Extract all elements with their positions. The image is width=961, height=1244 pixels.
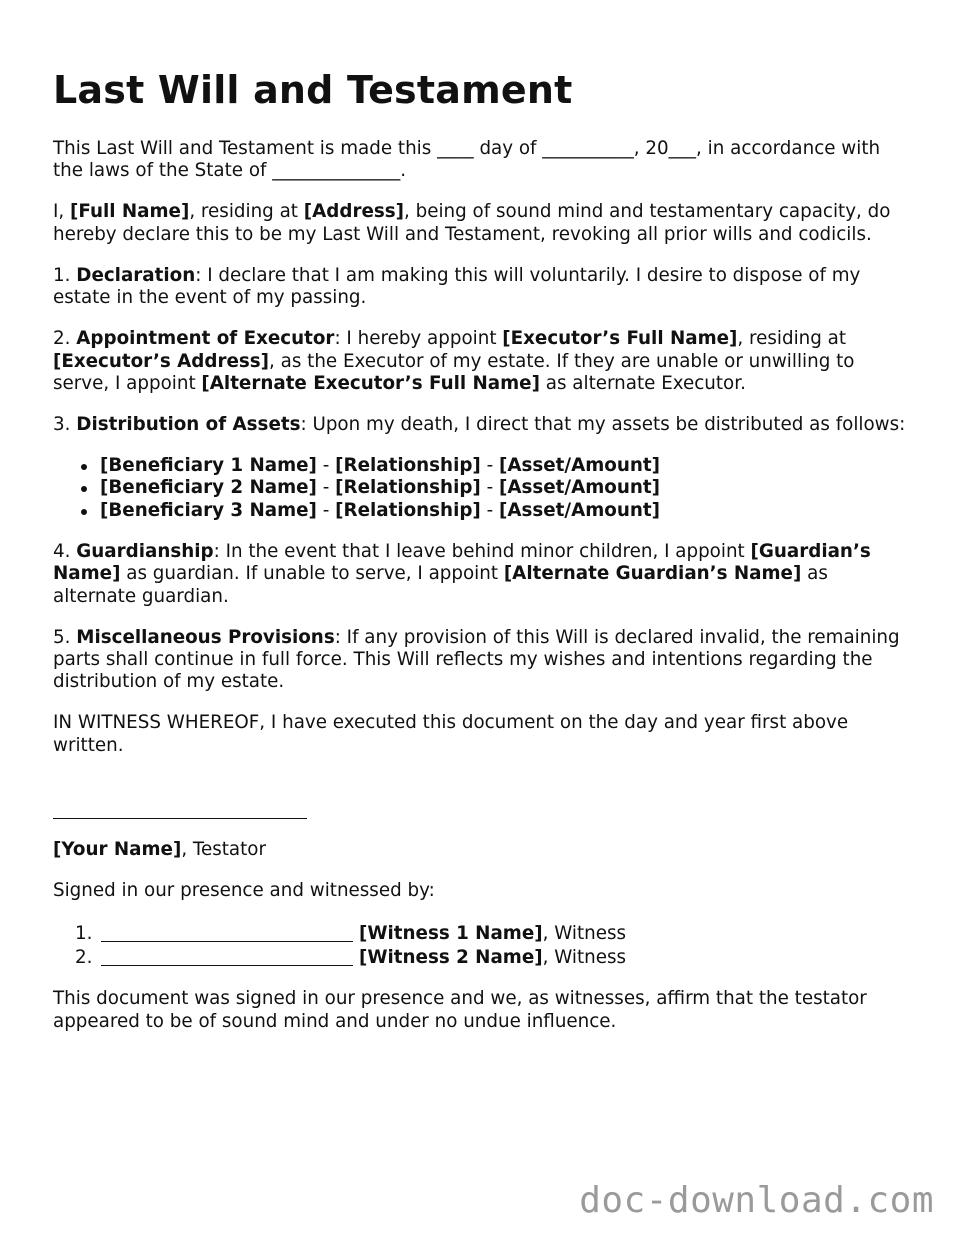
section-text: as alternate guardian. [53, 563, 828, 607]
separator: - [316, 455, 336, 477]
section-distribution [53, 414, 913, 436]
witness-list [53, 921, 913, 970]
witness-intro: Signed in our presence and witnessed by: [53, 879, 435, 901]
beneficiary-asset: [Asset/Amount] [499, 477, 660, 499]
witness-role: , Witness [542, 922, 627, 944]
testator-role: , Testator [181, 838, 267, 860]
section-text: as alternate Executor. [539, 373, 746, 395]
list-item [75, 945, 913, 969]
executor-name-placeholder: [Executor’s Full Name] [502, 328, 738, 350]
beneficiary-list [53, 455, 913, 522]
separator: - [480, 455, 500, 477]
witness-signature-line [101, 924, 353, 942]
section-number: 4. [53, 540, 77, 562]
list-item [75, 455, 913, 477]
list-item [75, 921, 913, 945]
beneficiary-asset: [Asset/Amount] [499, 499, 660, 521]
separator: - [480, 499, 500, 521]
section-text: : I declare that I am making this will voluntarily. I desire to dispose of my estate in the event of my passing. [53, 264, 861, 309]
section-number: 1. [53, 264, 77, 286]
full-name-placeholder: [Full Name] [70, 201, 190, 223]
address-placeholder: [Address] [303, 201, 404, 223]
section-declaration [53, 265, 913, 310]
testator-signature-line [53, 798, 307, 819]
section-executor [53, 328, 913, 395]
testator-name-placeholder: [Your Name] [53, 838, 182, 860]
separator: - [316, 477, 336, 499]
document-page [53, 66, 913, 1052]
section-text: : Upon my death, I direct that my assets be distributed as follows: [300, 414, 906, 436]
section-text: : If any provision of this Will is declared invalid, the remaining parts shall continue in full force. This Will reflects my wishes and intentions regarding the distribution of my estate. [53, 626, 900, 693]
declaration-pre: I, [53, 201, 71, 223]
section-heading: Guardianship [76, 540, 214, 562]
witness-name-placeholder: [Witness 1 Name] [359, 922, 543, 944]
intro-paragraph: This Last Will and Testament is made this ____ day of __________, 20___, in accordance with the laws of the State of ______________. [53, 138, 881, 182]
witness-name-placeholder: [Witness 2 Name] [359, 947, 543, 969]
declaration-post: , being of sound mind and testamentary capacity, do hereby declare this to be my Last Will and Testament, revoking all prior wills and codicils. [53, 201, 891, 245]
witness-role: , Witness [542, 947, 627, 969]
section-text: : I hereby appoint [334, 328, 503, 350]
list-item [75, 477, 913, 499]
witness-signature-line [101, 948, 353, 966]
section-text: as guardian. If unable to serve, I appoint [120, 563, 504, 585]
section-text: : In the event that I leave behind minor children, I appoint [213, 540, 751, 562]
section-text: , residing at [737, 328, 847, 350]
beneficiary-relationship: [Relationship] [335, 455, 481, 477]
section-heading: Appointment of Executor [76, 328, 335, 350]
beneficiary-name: [Beneficiary 2 Name] [100, 477, 317, 499]
witness-statement: IN WITNESS WHEREOF, I have executed this document on the day and year first above written. [53, 712, 849, 756]
beneficiary-relationship: [Relationship] [335, 477, 481, 499]
document-title: Last Will and Testament [53, 68, 573, 112]
list-item [75, 500, 913, 522]
section-number: 5. [53, 626, 77, 648]
beneficiary-asset: [Asset/Amount] [499, 455, 660, 477]
witness-number: 2. [75, 947, 93, 969]
declaration-mid: , residing at [189, 201, 304, 223]
separator: - [316, 499, 336, 521]
alt-executor-placeholder: [Alternate Executor’s Full Name] [201, 373, 540, 395]
separator: - [480, 477, 500, 499]
beneficiary-name: [Beneficiary 1 Name] [100, 455, 317, 477]
witness-number: 1. [75, 922, 93, 944]
declaration-paragraph [53, 201, 913, 246]
guardian-placeholder: [Guardian’s Name] [53, 540, 871, 585]
closing-paragraph: This document was signed in our presence and we, as witnesses, affirm that the testator appeared to be of sound mind and under no undue influence. [53, 988, 867, 1032]
section-number: 3. [53, 414, 77, 436]
executor-address-placeholder: [Executor’s Address] [53, 350, 270, 372]
section-heading: Declaration [76, 264, 196, 286]
section-miscellaneous [53, 627, 913, 694]
section-heading: Miscellaneous Provisions [76, 626, 335, 648]
section-text: , as the Executor of my estate. If they are unable or unwilling to serve, I appoint [53, 350, 855, 395]
beneficiary-name: [Beneficiary 3 Name] [100, 499, 317, 521]
alt-guardian-placeholder: [Alternate Guardian’s Name] [503, 563, 802, 585]
testator-block [53, 839, 913, 861]
beneficiary-relationship: [Relationship] [335, 499, 481, 521]
section-guardianship [53, 541, 913, 608]
watermark: doc-download.com [579, 1180, 934, 1221]
section-heading: Distribution of Assets [76, 414, 301, 436]
section-number: 2. [53, 328, 77, 350]
